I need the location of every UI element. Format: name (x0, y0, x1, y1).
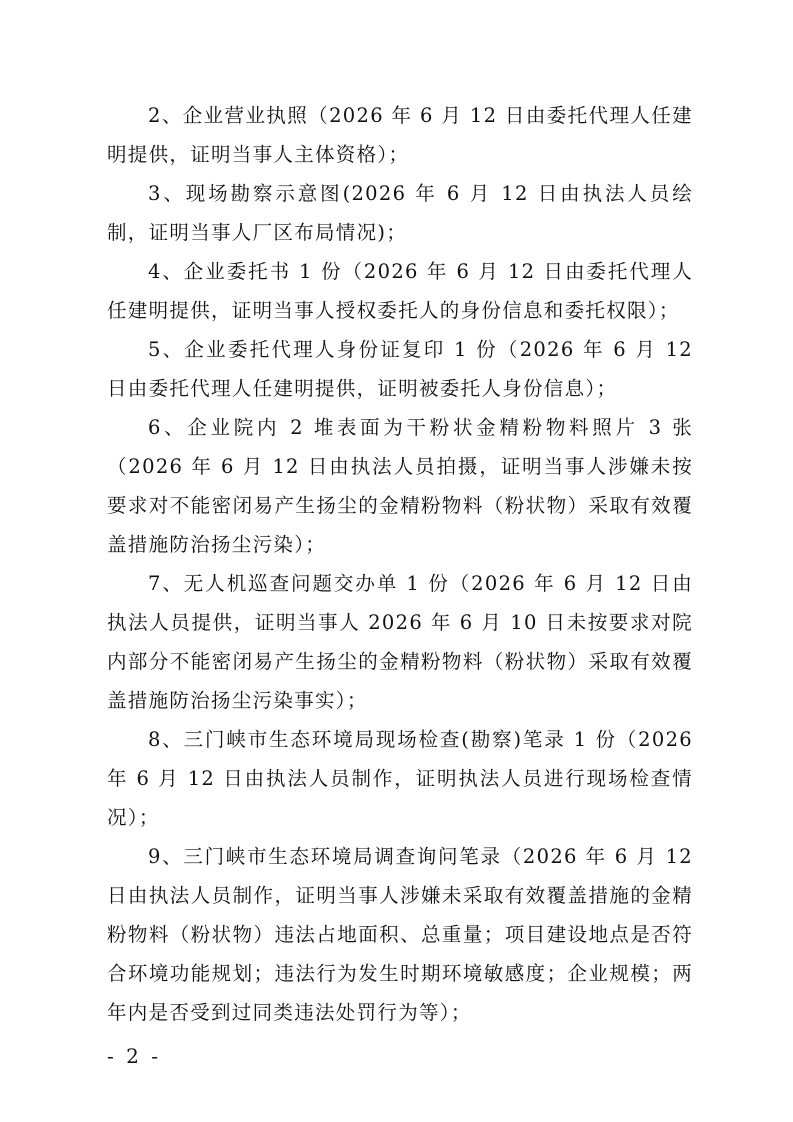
evidence-item-2: 2、企业营业执照（2026 年 6 月 12 日由委托代理人任建明提供，证明当事人主体资格）； (107, 104, 693, 166)
evidence-item-9: 9、三门峡市生态环境局调查询问笔录（2026 年 6 月 12 日由执法人员制作，证明当事人涉嫌未采取有效覆盖措施的金精粉物料（粉状物）违法占地面积、总重量；项目建设地点是否符合环境功能规划；违法行为发生时期环境敏感度；企业规模；两年内是否受到过同类违法处罚行为等）； (107, 845, 693, 1024)
evidence-list (107, 96, 693, 1032)
evidence-item-3: 3、现场勘察示意图(2026 年 6 月 12 日由执法人员绘制，证明当事人厂区布局情况)； (107, 182, 693, 244)
evidence-item-5: 5、企业委托代理人身份证复印 1 份（2026 年 6 月 12 日由委托代理人任建明提供，证明被委托人身份信息）； (107, 338, 693, 400)
evidence-item-4: 4、企业委托书 1 份（2026 年 6 月 12 日由委托代理人任建明提供，证明当事人授权委托人的身份信息和委托权限）； (107, 260, 693, 322)
evidence-item-6: 6、企业院内 2 堆表面为干粉状金精粉物料照片 3 张（2026 年 6 月 12 日由执法人员拍摄，证明当事人涉嫌未按要求对不能密闭易产生扬尘的金精粉物料（粉状物）采取有效覆盖措施防治扬尘污染）； (107, 416, 693, 556)
evidence-item-8: 8、三门峡市生态环境局现场检查(勘察)笔录 1 份（2026 年 6 月 12 日由执法人员制作，证明执法人员进行现场检查情况）； (107, 728, 693, 829)
evidence-item-7: 7、无人机巡查问题交办单 1 份（2026 年 6 月 12 日由执法人员提供，证明当事人 2026 年 6 月 10 日未按要求对院内部分不能密闭易产生扬尘的金精粉物料（粉状物）采取有效覆盖措施防治扬尘污染事实）； (107, 572, 693, 712)
page-number: - 2 - (107, 1044, 161, 1068)
